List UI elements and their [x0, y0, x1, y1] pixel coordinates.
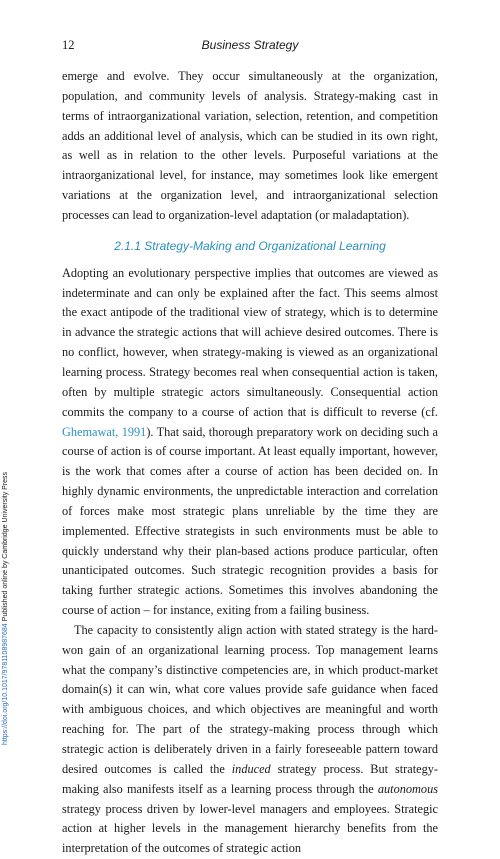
- section-number: 2.1.1: [114, 238, 141, 253]
- section-heading: [62, 236, 438, 256]
- running-title: Business Strategy: [201, 38, 299, 52]
- paragraph-1: emerge and evolve. They occur simultaneously at the organization, population, and community levels of analysis. Strategy-making cast in terms of intraorganizational variation, selection, retention, and competition adds an additional level of analysis, which can be studied in its own right, as well as in relation to the other levels. Purposeful variations at the intraorganizational level, for instance, may sometimes look like emergent variations at the organization level, and intraorganizational selection processes can lead to organization-level adaptation (or maladaptation).: [62, 69, 438, 222]
- emphasis-autonomous: autonomous: [377, 781, 438, 796]
- paragraph-3-part-b: strategy process. But strategy-making also manifests itself as a learning process through the: [62, 761, 439, 796]
- paragraph-2: [62, 264, 438, 621]
- doi-link[interactable]: https://doi.org/10.1017/9781108987684: [2, 623, 9, 745]
- paragraph-3-part-a: The capacity to consistently align action with stated strategy is the hard-won gain of an organizational learning process. Top management learns what the company’s distinctive competencies are, in which product-market domain(s) it can win, what core values provide safe guidance when faced with ambiguous choices, and which objectives are meaningful and worth reaching for. The part of the strategy-making process through which strategic action is deliberately driven in a fairly foreseeable pattern toward desired outcomes is called the: [62, 622, 438, 776]
- section-title: Strategy-Making and Organizational Learning: [144, 238, 386, 253]
- paragraph-3: [62, 621, 438, 859]
- paragraph-2-part-a: Adopting an evolutionary perspective implies that outcomes are viewed as indeterminate and can only be explained after the fact. This seems almost the exact antipode of the traditional view of strategy, which is to determine in advance the strategic actions that will achieve desired outcomes. There is no conflict, however, when strategy-making is viewed as an organizational learning process. Strategy becomes real when consequential action is taken, often by multiple strategic actors simultaneously. Consequential action commits the company to a course of action that is difficult to reverse (cf.: [62, 265, 438, 419]
- page-number: 12: [62, 38, 75, 52]
- citation-ghemawat-link[interactable]: Ghemawat, 1991: [62, 424, 147, 439]
- paragraph-3-part-c: strategy process driven by lower-level managers and employees. Strategic action at higher levels in the management hierarchy benefits from the interpretation of the outcomes of strategic action: [62, 801, 438, 856]
- side-doi-note: [2, 472, 9, 745]
- emphasis-induced: induced: [231, 761, 271, 776]
- body-text: [62, 67, 438, 859]
- page-header: [62, 38, 438, 54]
- publisher-text: Published online by Cambridge University Press: [2, 471, 9, 624]
- paragraph-2-part-b: ). That said, thorough preparatory work on deciding such a course of action is of course important. At least equally important, however, is the work that comes after a course of action has been decided on. In highly dynamic environments, the unpredictable interaction and correlation of forces make most strategic plans unreliable by the time they are implemented. Effective strategists in such environments must be able to quickly understand why their plan-based actions produce particular, often unanticipated outcomes. Such strategic recognition provides a basis for taking further strategic actions. Sometimes this involves abandoning the course of action – for instance, exiting from a failing business.: [62, 424, 438, 618]
